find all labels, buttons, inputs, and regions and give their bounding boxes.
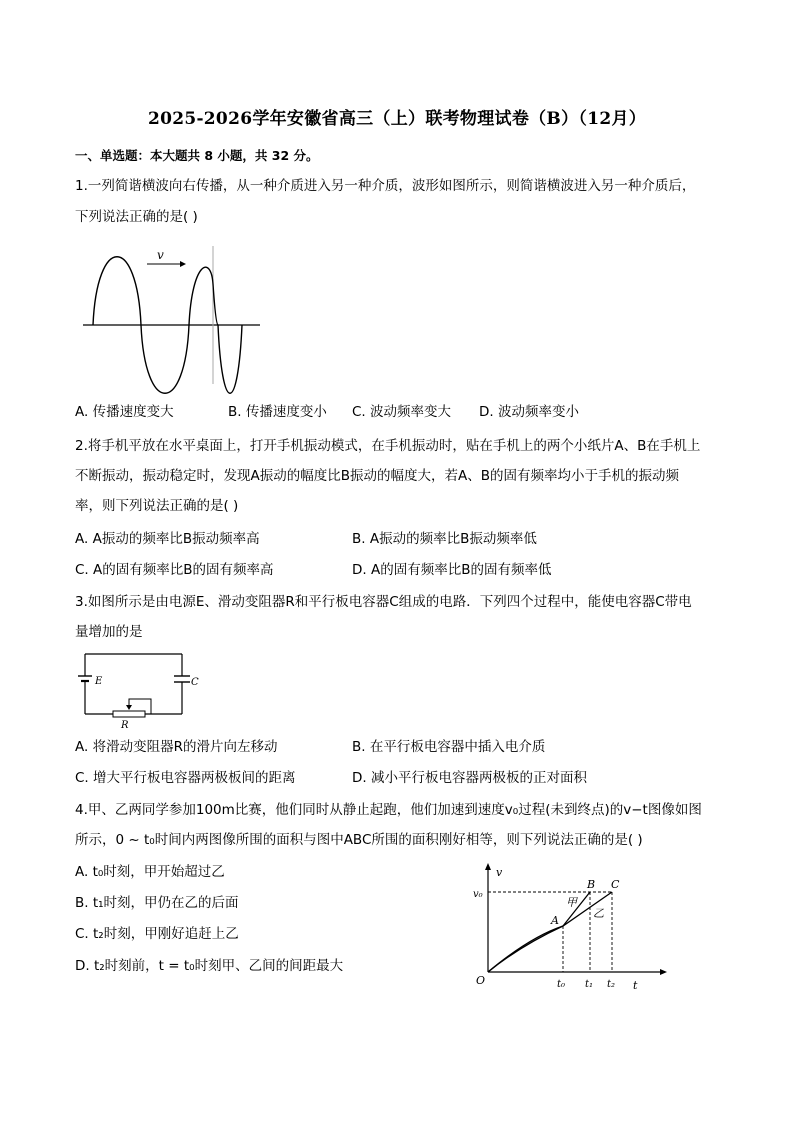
rheostat-label: R (121, 720, 129, 731)
t1-label: t₁ (585, 979, 594, 990)
v-axis-label: v (496, 866, 503, 879)
q2-stem-line2: 不断振动，振动稳定时，发现A振动的幅度比B振动的幅度大，若A、B的固有频率均小于手机的振动频 (75, 468, 679, 484)
t0-label: t₀ (557, 979, 566, 990)
capacitor-label: C (191, 677, 199, 688)
q4-option-c: C. t₂时刻，甲刚好追赶上乙 (75, 926, 239, 942)
arrow-head (180, 261, 186, 267)
jia-label: 甲 (566, 896, 577, 909)
v-axis-arrow (485, 863, 491, 870)
battery-label: E (95, 676, 103, 687)
q2-stem-line3: 率，则下列说法正确的是( ) (75, 498, 239, 514)
q2-option-c: C. A的固有频率比B的固有频率高 (75, 562, 274, 578)
q4-stem-line2: 所示，0 ~ t₀时间内两图像所围的面积与图中ABC所围的面积刚好相等，则下列说法正确的是( ) (75, 832, 643, 848)
t-axis-arrow (660, 969, 667, 975)
q4-stem-line1: 4.甲、乙两同学参加100m比赛，他们同时从静止起跑，他们加速到速度v₀过程(未到终点)的v−t图像如图 (75, 802, 702, 818)
q1-stem-line1: 1.一列简谐横波向右传播，从一种介质进入另一种介质，波形如图所示，则简谐横波进入另一种介质后， (75, 178, 696, 194)
q3-option-a: A. 将滑动变阻器R的滑片向左移动 (75, 739, 278, 755)
q4-option-a: A. t₀时刻，甲开始超过乙 (75, 864, 225, 880)
point-a-label: A (551, 914, 559, 927)
q3-option-b: B. 在平行板电容器中插入电介质 (352, 739, 546, 755)
q4-vt-graph (470, 862, 670, 994)
v0-label: v₀ (473, 889, 483, 900)
rheostat-body (113, 711, 145, 717)
q2-option-b: B. A振动的频率比B振动频率低 (352, 531, 537, 547)
q1-option-c: C. 波动频率变大 (352, 404, 452, 420)
q3-option-d: D. 减小平行板电容器两极板的正对面积 (352, 770, 587, 786)
q2-stem-line1: 2.将手机平放在水平桌面上，打开手机振动模式，在手机振动时，贴在手机上的两个小纸片A、B在手机上 (75, 438, 701, 454)
q1-option-d: D. 波动频率变小 (479, 404, 579, 420)
t2-label: t₂ (607, 979, 616, 990)
origin-label: O (476, 974, 486, 987)
q3-circuit-figure (75, 648, 205, 732)
q4-option-b: B. t₁时刻，甲仍在乙的后面 (75, 895, 239, 911)
q2-option-a: A. A振动的频率比B振动频率高 (75, 531, 260, 547)
q3-option-c: C. 增大平行板电容器两极板间的距离 (75, 770, 296, 786)
q4-option-d: D. t₂时刻前，t = t₀时刻甲、乙间的间距最大 (75, 958, 344, 974)
velocity-label: v (157, 248, 164, 262)
yi-curve (488, 892, 612, 972)
t-axis-label: t (633, 979, 638, 992)
q2-option-d: D. A的固有频率比B的固有频率低 (352, 562, 552, 578)
point-b-label: B (587, 878, 596, 891)
point-c-label: C (611, 878, 620, 891)
q1-option-b: B. 传播速度变小 (228, 404, 327, 420)
q3-stem-line1: 3.如图所示是由电源E、滑动变阻器R和平行板电容器C组成的电路．下列四个过程中，能使电容器C带电 (75, 594, 692, 610)
q1-wave-figure (75, 244, 265, 394)
wave-medium2 (213, 284, 242, 393)
q1-stem-line2: 下列说法正确的是( ) (75, 209, 198, 225)
q3-stem-line2: 量增加的是 (75, 624, 143, 640)
yi-label: 乙 (593, 907, 604, 920)
page-title: 2025-2026学年安徽省高三（上）联考物理试卷（B）（12月） (147, 109, 647, 129)
rheostat-slider-arrow (126, 705, 132, 710)
q1-option-a: A. 传播速度变大 (75, 404, 174, 420)
section-heading: 一、单选题：本大题共 8 小题，共 32 分。 (75, 148, 319, 163)
